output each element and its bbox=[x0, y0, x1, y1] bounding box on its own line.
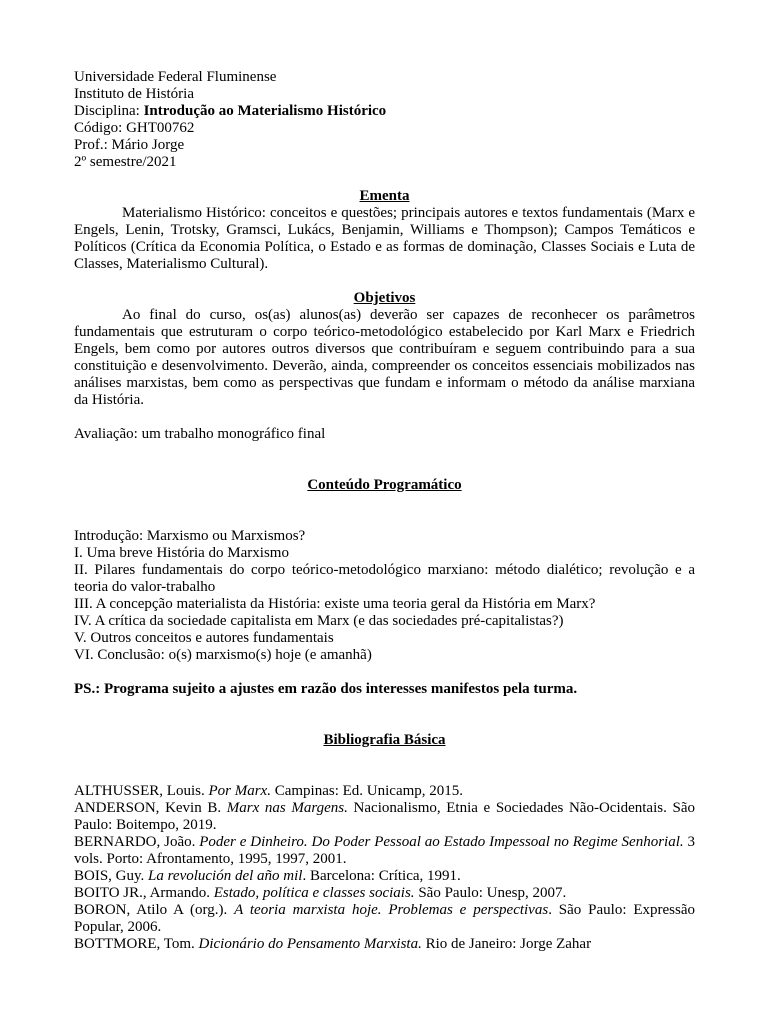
ref-publication: . Barcelona: Crítica, 1991. bbox=[302, 868, 461, 884]
ref-author: ALTHUSSER, Louis. bbox=[74, 783, 209, 799]
list-item: VI. Conclusão: o(s) marxismo(s) hoje (e amanhã) bbox=[74, 647, 372, 663]
objetivos-text: Ao final do curso, os(as) alunos(as) deverão ser capazes de reconhecer os parâmetros fundamentais que estruturam o corpo teórico-metodológico estabelecido por Karl Marx e Friedrich Engels, bem como por autores outros diversos que contribuíram e seguem contribuindo para a sua constituição e desenvolvimento. Deverão, ainda, compreender os conceitos essenciais mobilizados nas análises marxistas, bem como as perspectivas que fundam e informam o método da análise marxiana da História. bbox=[74, 307, 695, 408]
bibliography-entry bbox=[74, 902, 695, 936]
conteudo-list bbox=[74, 528, 695, 664]
bibliography-list bbox=[74, 783, 695, 953]
list-item: IV. A crítica da sociedade capitalista em Marx (e das sociedades pré-capitalistas?) bbox=[74, 613, 564, 629]
professor-name: Prof.: Mário Jorge bbox=[74, 137, 185, 153]
course-code: Código: GHT00762 bbox=[74, 120, 195, 136]
bibliography-entry bbox=[74, 834, 695, 868]
ref-title: Por Marx. bbox=[208, 783, 271, 799]
ementa-text: Materialismo Histórico: conceitos e questões; principais autores e textos fundamentais (Marx e Engels, Lenin, Trotsky, Gramsci, Lukács, Benjamin, Williams e Thompson); Campos Temáticos e Políticos (Crítica da Economia Política, o Estado e as formas de dominação, Classes Sociais e Luta de Classes, Materialismo Cultural). bbox=[74, 205, 695, 272]
document-page bbox=[74, 69, 695, 953]
ref-publication: São Paulo: Unesp, 2007. bbox=[414, 885, 567, 901]
ref-title: La revolución del año mil bbox=[148, 868, 303, 884]
discipline-label: Disciplina: bbox=[74, 103, 144, 119]
bibliography-entry bbox=[74, 885, 695, 902]
bibliography-entry bbox=[74, 936, 695, 953]
semester: 2º semestre/2021 bbox=[74, 154, 177, 170]
ref-author: BORON, Atilo A (org.). bbox=[74, 902, 235, 918]
ref-author: BOTTMORE, Tom. bbox=[74, 936, 199, 952]
ref-title: Poder e Dinheiro. Do Poder Pessoal ao Estado Impessoal no Regime Senhorial. bbox=[199, 834, 684, 850]
ref-author: BOITO JR., Armando. bbox=[74, 885, 214, 901]
discipline-name: Introdução ao Materialismo Histórico bbox=[143, 103, 387, 119]
ref-publication: Nacionalismo, Etnia e Sociedades Não-Ocidentais. São Paulo: Boitempo, 2019. bbox=[74, 800, 695, 833]
ref-author: ANDERSON, Kevin B. bbox=[74, 800, 227, 816]
ref-author: BOIS, Guy. bbox=[74, 868, 149, 884]
ementa-heading: Ementa bbox=[359, 188, 410, 204]
ref-publication: Campinas: Ed. Unicamp, 2015. bbox=[270, 783, 464, 799]
discipline-line bbox=[74, 103, 695, 120]
list-item: III. A concepção materialista da História: existe uma teoria geral da História em Marx? bbox=[74, 596, 596, 612]
ref-title: Marx nas Margens. bbox=[226, 800, 348, 816]
ref-publication: Rio de Janeiro: Jorge Zahar bbox=[421, 936, 592, 952]
institute-name: Instituto de História bbox=[74, 86, 194, 102]
avaliacao-text: Avaliação: um trabalho monográfico final bbox=[74, 426, 326, 442]
bibliografia-heading: Bibliografia Básica bbox=[323, 732, 446, 748]
ref-publication: 3 vols. Porto: Afrontamento, 1995, 1997, 2001. bbox=[74, 834, 695, 867]
header-block bbox=[74, 69, 695, 171]
ref-title: Estado, política e classes sociais. bbox=[213, 885, 415, 901]
bibliography-entry bbox=[74, 783, 695, 800]
ref-title: A teoria marxista hoje. Problemas e perspectivas bbox=[234, 902, 549, 918]
ps-note: PS.: Programa sujeito a ajustes em razão dos interesses manifestos pela turma. bbox=[74, 681, 578, 697]
ref-author: BERNARDO, João. bbox=[74, 834, 200, 850]
list-item: Introdução: Marxismo ou Marxismos? bbox=[74, 528, 306, 544]
ref-title: Dicionário do Pensamento Marxista. bbox=[198, 936, 422, 952]
bibliography-entry bbox=[74, 800, 695, 834]
objetivos-heading: Objetivos bbox=[353, 290, 416, 306]
bibliography-entry bbox=[74, 868, 695, 885]
list-item: II. Pilares fundamentais do corpo teórico-metodológico marxiano: método dialético; revolução e a teoria do valor-trabalho bbox=[74, 562, 695, 595]
ref-publication: . São Paulo: Expressão Popular, 2006. bbox=[74, 902, 696, 935]
list-item: I. Uma breve História do Marxismo bbox=[74, 545, 289, 561]
university-name: Universidade Federal Fluminense bbox=[74, 69, 277, 85]
list-item: V. Outros conceitos e autores fundamentais bbox=[74, 630, 334, 646]
conteudo-heading: Conteúdo Programático bbox=[307, 477, 462, 493]
